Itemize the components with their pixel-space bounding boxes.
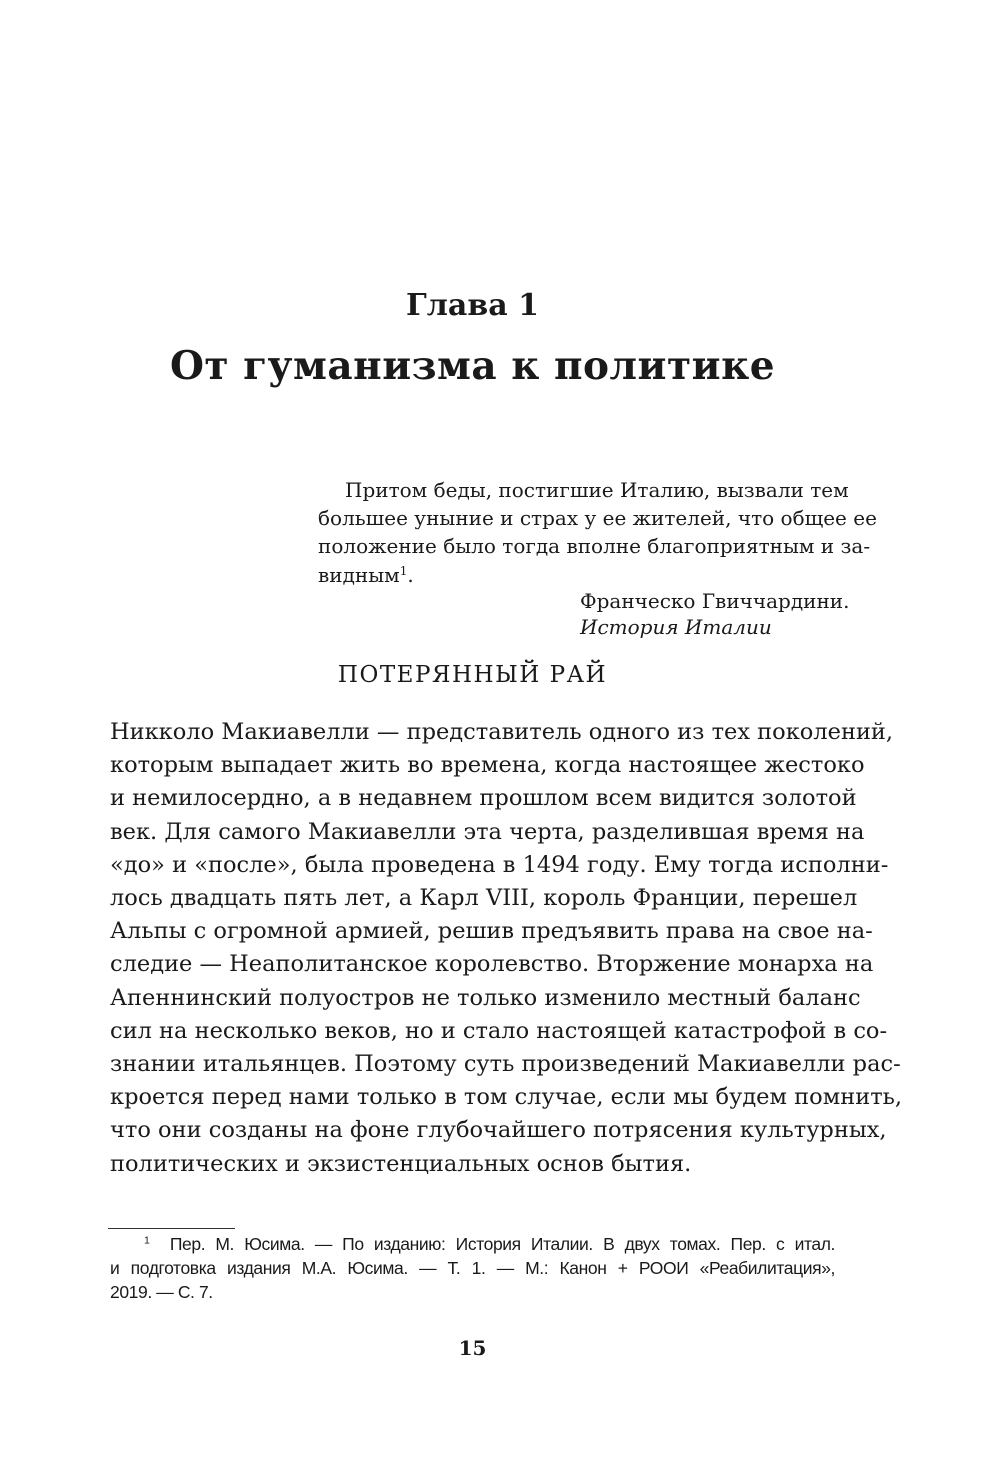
footnote-ref[interactable]: 1 — [399, 563, 408, 578]
chapter-number: Глава 1 — [406, 288, 539, 323]
section-title: ПОТЕРЯННЫЙ РАЙ — [337, 662, 608, 688]
page-number: 15 — [458, 1336, 487, 1360]
epigraph-line: видным — [318, 563, 400, 587]
body-line: Альпы с огромной армией, решив предъявить права на свое на- — [110, 918, 873, 945]
chapter-title: От гуманизма к политике — [169, 343, 776, 389]
body-line: что они созданы на фоне глубочайшего потрясения культурных, — [110, 1117, 887, 1144]
epigraph-line: Притом беды, постигшие Италию, вызвали тем — [345, 478, 849, 502]
footnote-line — [110, 1232, 835, 1256]
body-line: сил на несколько веков, но и стало настоящей катастрофой в со- — [110, 1017, 888, 1044]
epigraph-line: большее уныние и страх у ее жителей, что общее ее — [318, 506, 877, 530]
epigraph-work: История Италии — [580, 615, 772, 639]
body-line: Никколо Макиавелли — представитель одного из тех поколений, — [110, 719, 894, 745]
epigraph-end: . — [407, 563, 414, 587]
body-line: которым выпадает жить во времена, когда настоящее жестоко — [110, 752, 865, 779]
body-line: век. Для самого Макиавелли эта черта, разделившая время на — [110, 818, 865, 845]
footnote-text: Пер. М. Юсима. — По изданию: История Италии. В двух томах. Пер. с итал. — [169, 1234, 835, 1254]
epigraph-author: Франческо Гвиччардини. — [580, 589, 850, 613]
footnote-marker: 1 — [144, 1234, 150, 1247]
epigraph-line-last — [318, 561, 835, 589]
footnote-line: и подготовка издания М.А. Юсима. — Т. 1. — М.: Канон + РООИ «Реабилитация», — [110, 1258, 835, 1278]
footnote-line: 2019. — С. 7. — [110, 1282, 213, 1302]
body-line: Апеннинский полуостров не только изменило местный баланс — [110, 984, 861, 1011]
body-line: политических и экзистенциальных основ бытия. — [110, 1150, 692, 1177]
body-line: «до» и «после», была проведена в 1494 году. Ему тогда исполни- — [110, 851, 889, 878]
body-line: лось двадцать пять лет, а Карл VIII, король Франции, перешел — [110, 885, 858, 911]
body-line: кроется перед нами только в том случае, если мы будем помнить, — [110, 1084, 903, 1111]
epigraph-line: положение было тогда вполне благоприятным и за- — [318, 534, 871, 558]
body-line: и немилосердно, а в недавнем прошлом всем видится золотой — [110, 785, 857, 812]
footnote-divider — [108, 1228, 235, 1229]
body-line: следие — Неаполитанское королевство. Вторжение монарха на — [110, 951, 874, 978]
body-line: знании итальянцев. Поэтому суть произведений Макиавелли рас- — [110, 1051, 901, 1077]
